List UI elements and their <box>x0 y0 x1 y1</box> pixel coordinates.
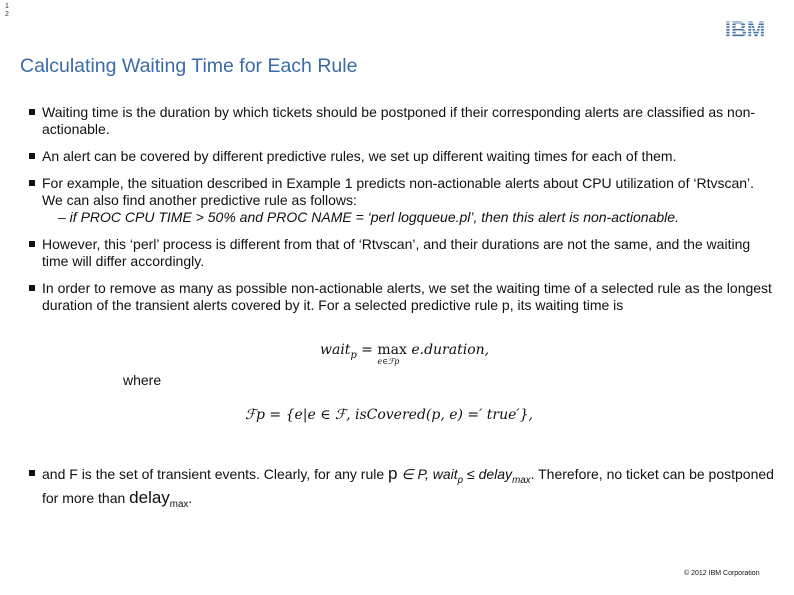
formula-max-under: e∈ℱp <box>377 357 400 366</box>
bullet-text: An alert can be covered by different predictive rules, we set up different waiting times for each of them. <box>42 148 677 164</box>
delay-max2-subscript: max <box>169 498 189 510</box>
bullet-example <box>28 175 778 226</box>
bullet-text: However, this ‘perl’ process is different from that of ‘Rtvscan’, and their durations are not the same, and the waiting time will differ accordingly. <box>42 236 751 269</box>
in-p-wait: ∈ P, wait <box>397 466 458 482</box>
formula-max-op: max <box>377 342 407 358</box>
formula-covered-set: ℱp = {e|e ∈ ℱ, isCovered(p, e) =′ true′}, <box>245 407 533 423</box>
bullet-text: For example, the situation described in Example 1 predicts non-actionable alerts about CPU utilization of ‘Rtvscan’. We can also find another predictive rule as follows: <box>42 175 755 208</box>
delay-max-subscript: max <box>512 474 531 486</box>
sub-bullet-text: – if PROC CPU TIME > 50% and PROC NAME = ‘perl logqueue.pl’, then this alert is non-actionable. <box>58 209 679 225</box>
bullet-transient-events <box>28 465 782 513</box>
slide-number-2: 2 <box>5 11 9 18</box>
bullet-waiting-time <box>28 104 778 138</box>
formula-wait-lhs: wait <box>320 342 351 358</box>
copyright: © 2012 IBM Corporation <box>684 570 760 577</box>
slide-number <box>5 3 9 19</box>
where-label: where <box>123 372 162 388</box>
slide-number-1: 1 <box>5 3 9 10</box>
delay-term: delay <box>129 487 170 507</box>
wait-subscript: p <box>457 474 464 486</box>
formula-wait-sub: p <box>350 349 357 361</box>
bullet-end: . <box>188 489 193 506</box>
bullet-text: In order to remove as many as possible non-actionable alerts, we set the waiting time of a selected rule as the longest duration of the transient alerts covered by it. For a selected predictive rule p, its waiting time is <box>42 280 772 313</box>
sub-bullet-rule <box>42 209 778 226</box>
formula-eq: = <box>356 342 378 358</box>
bullet-text: and F is the set of transient events. Clearly, for any rule <box>42 466 389 482</box>
bullet-remove-alerts <box>28 280 778 314</box>
bullet-text-cont: . Therefore, no ticket can be postponed for more than <box>42 466 774 506</box>
bullet-perl-process <box>28 236 778 270</box>
formula-wait <box>320 342 490 366</box>
page-title: Calculating Waiting Time for Each Rule <box>20 55 358 77</box>
formula-max <box>377 342 407 366</box>
rule-p: p <box>388 464 398 483</box>
le-delay: ≤ delay <box>463 466 513 482</box>
ibm-logo-text: IBM <box>724 18 766 40</box>
bullet-different-rules <box>28 148 778 165</box>
bullet-text: Waiting time is the duration by which tickets should be postponed if their corresponding alerts are classified as non- actionable. <box>42 104 756 137</box>
ibm-logo <box>718 18 772 40</box>
formula-rhs: e.duration, <box>406 342 490 358</box>
